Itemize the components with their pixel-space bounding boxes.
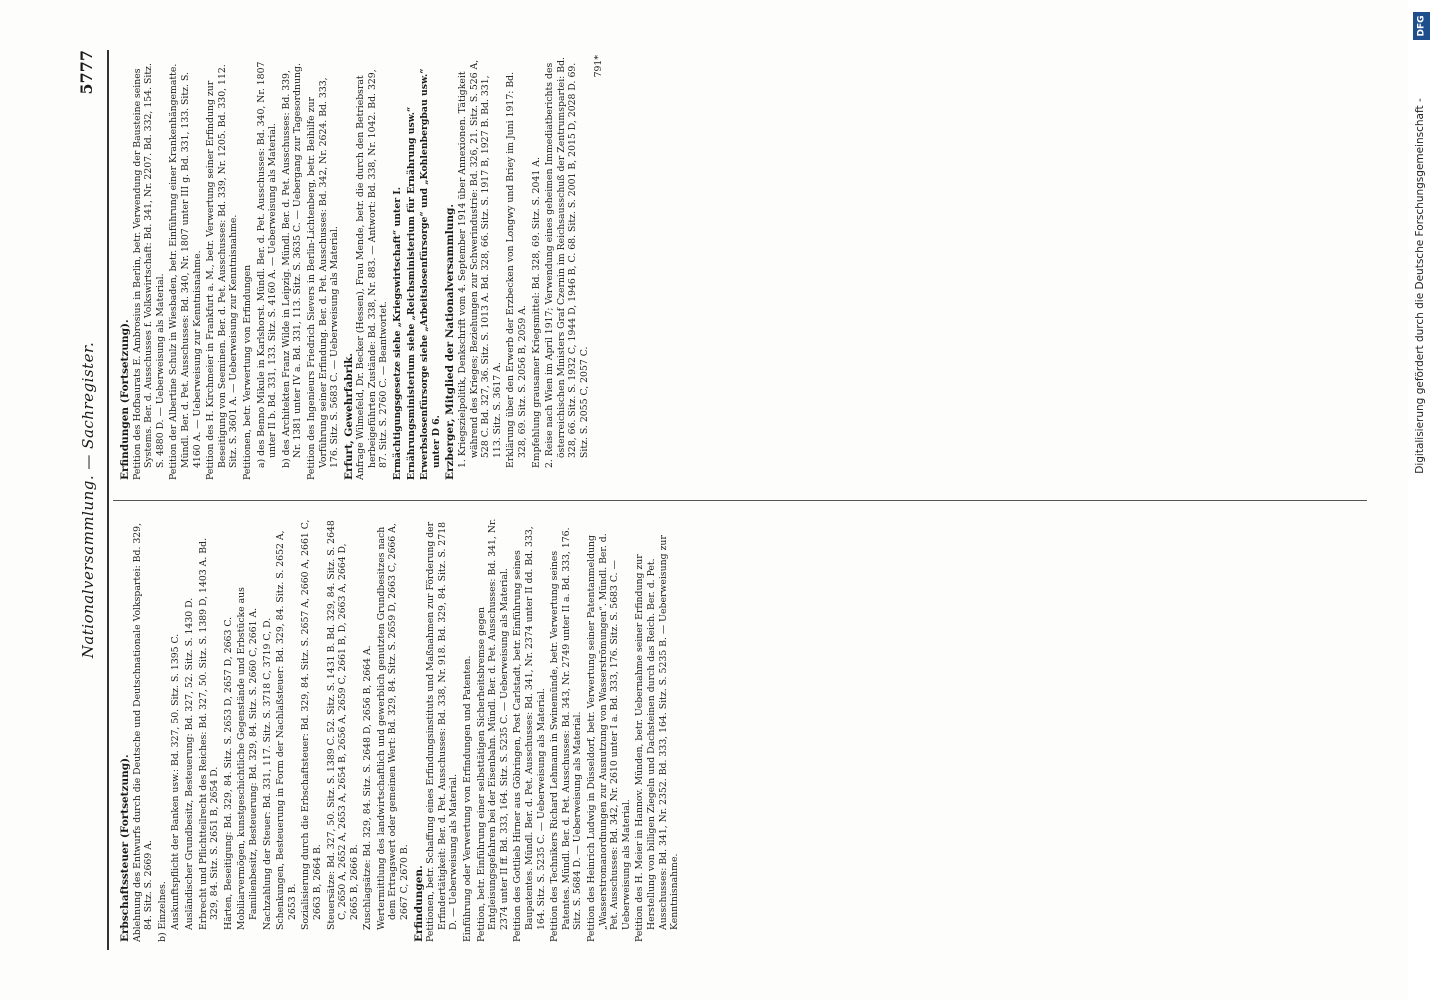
dfg-logo <box>1413 12 1430 40</box>
subsection-label: b) Einzelnes. <box>156 881 168 942</box>
index-entry: Empfehlung grausamer Kriegsmittel: Bd. 328, 69. Sitz. S. 2041 A. <box>530 157 542 468</box>
index-entry: Einführung oder Verwertung von Erfindungen und Patenten. <box>462 655 474 942</box>
column-divider <box>113 500 1367 501</box>
dfg-logo-text: DFG <box>1416 15 1427 37</box>
running-head <box>75 50 101 950</box>
running-head-title: Nationalversammlung. — Sachregister. <box>79 341 97 659</box>
digitization-note-text: Digitalisierung gefördert durch die Deutsche Forschungsgemeinschaft - <box>1414 98 1426 474</box>
index-entry: Petition der Albertine Schulz in Wiesbaden, betr. Einführung einer Krankenhängematte. Mündl. Ber. d. Pet. Ausschusses: Bd. 340, Nr. 1807 unter III g. Bd. 331, 133. Sitz. S. 4160 A. — Ueberweisung zur Kenntnisnahme. <box>168 63 203 480</box>
index-entry: Petitionen, betr. Schaffung eines Erfindungsinstituts und Maßnahmen zur Förderung der Erfindertätigkeit: Ber. d. Pet. Ausschusses: Bd. 338, Nr. 918. Bd. 329, 84. Sitz. S. 2718 D. — Ueberweisung als Material. <box>425 521 460 942</box>
digitization-sidebar <box>1408 0 1434 1000</box>
index-entry: Anfrage Wilmefeld, Dr. Becker (Hessen), Frau Mende, betr. die durch den Betriebsrat herbeigeführten Zustände: Bd. 338, Nr. 883. — Antwort: Bd. 338, Nr. 1042. Bd. 329, 87. Sitz. S. 2760 C. — Beantwortet. <box>355 69 390 480</box>
index-entry: Härten, Beseitigung: Bd. 329, 84. Sitz. S. 2653 D, 2657 D, 2663 C. <box>222 616 234 930</box>
index-entry: Schenkungen, Besteuerung in Form der Nachlaßsteuer: Bd. 329, 84. Sitz. S. 2652 A, 2653 B. <box>275 530 298 930</box>
index-entry: Petition des Gottlieb Hirner aus Göbringen, Post Carlstadt, betr. Einführung seines Baupatentes. Mündl. Ber. d. Pet. Ausschusses: Bd. 341, Nr. 2374 unter II dd. Bd. 333, 164. Sitz. S. 5235 C. — Ueberweisung als Material. <box>512 526 547 942</box>
index-entry: Ausländischer Grundbesitz, Besteuerung: Bd. 327, 52. Sitz. S. 1430 D. <box>183 597 195 930</box>
index-entry: Petition des Technikers Richard Lehmann in Swinemünde, betr. Verwertung seines Patentes. Mündl. Ber. d. Pet. Ausschusses: Bd. 343, Nr. 2749 unter II a. Bd. 333, 176. Sitz. S. 5684 D. — Ueberweisung als Material. <box>549 527 584 942</box>
section-heading: Erfurt, Gewehrfabrik. <box>342 352 355 480</box>
index-entry: Auskunftspflicht der Banken usw.: Bd. 327, 50. Sitz. S. 1395 C. <box>170 633 182 930</box>
index-entry: b) des Architekten Franz Wilde in Leipzig. Mündl. Ber. d. Pet. Ausschusses: Bd. 339, Nr. 1381 unter IV a. Bd. 331, 113. Sitz. S. 3635 C. — Uebergang zur Tagesordnung. <box>280 63 304 468</box>
index-entry: Steuersätze: Bd. 327, 50. Sitz. S. 1389 C. 52. Sitz. S. 1431 B. Bd. 329, 84. Sitz. S. 2648 C, 2650 A, 2652 A, 2653 A, 2654 B, 2656 A, 2659 C, 2661 B, D, 2663 A, 2664 D, 2665 B, 2666 B. <box>325 520 360 930</box>
index-entry: 1. Kriegszielpolitik, Denkschrift vom 4. September 1914 über Annexionen. Tätigkeit während des Krieges; Beziehungen zur Schwerindustrie: Bd. 326, 21. Sitz. S. 526 A, 528 C. Bd. 327, 36. Sitz. S. 1013 A. Bd. 328, 66. Sitz. S. 1917 B, 1927 B. Bd. 331, 113. Sitz. S. 3617 A. <box>457 59 503 468</box>
header-rule <box>107 50 109 950</box>
index-entry: Petition, betr. Einführung einer selbsttätigen Sicherheitsbremse gegen Entgleisungsgefahren bei der Eisenbahn. Mündl. Ber. d. Pet. Ausschusses: Bd. 341, Nr. 2374 unter II ff. Bd. 333, 164. Sitz. S. 5235 C. — Ueberweisung als Material. <box>475 518 510 942</box>
section-heading: Erbschaftssteuer (Fortsetzung). <box>119 754 131 942</box>
index-entry: Petition des Hofbaurats E. Ambrosius in Berlin, betr. Verwendung der Bausteine seines Systems. Ber. d. Ausschusses f. Volkswirtschaft: Bd. 341, Nr. 2207. Bd. 332, 154. Sitz. S. 4880 D. — Ueberweisung als Material. <box>131 63 166 480</box>
section-heading: Erzberger, Mitglied der Nationalversammlung. <box>444 204 457 480</box>
index-entry: Nachzahlung der Steuer: Bd. 331, 117. Sitz. S. 3718 C, 3719 C, D. <box>261 617 273 930</box>
page-number: 5777 <box>77 50 96 95</box>
index-entry: Petition des Heinrich Ludwig in Düsseldorf, betr. Verwertung seiner Patentanmeldung „Wasserstromanordnungen zur Ausnutzung von Wasserströmungen“. Mündl. Ber. d. Pet. Ausschusses: Bd. 342, Nr. 2610 unter I a. Bd. 333, 176. Sitz. S. 5683 C. — Ueberweisung als Material. <box>585 533 632 942</box>
section-heading: Erfindungen (Fortsetzung). <box>119 319 131 480</box>
index-entry: Petition des H. Kirchmeier in Frankfurt a. M., betr. Verwertung seiner Erfindung zur Beseitigung von Seeminen. Ber. d. Pet. Ausschusses: Bd. 339, Nr. 1205. Bd. 330, 112. Sitz. S. 3601 A. — Ueberweisung zur Kenntnisnahme. <box>205 64 240 480</box>
index-entry: 2. Reise nach Wien im April 1917; Verwendung eines geheimen Immediatberichts des österreichischen Ministers Graf Czernin im Reichsausschuß der Zentrumspartei: Bd. 328, 66. Sitz. S. 1932 C, 1944 D, 1946 B, C. 68. Sitz. S. 2001 B, 2015 D, 2028 D. 69. Sitz. S. 2055 C, 2057 C. <box>544 57 590 468</box>
right-column <box>117 55 606 480</box>
cross-reference: Erwerbslosenfürsorge siehe „Arbeitslosenfürsorge“ und „Kohlenbergbau usw.“ unter D 6. <box>419 68 442 480</box>
cross-reference: Ernährungsministerium siehe „Reichsministerium für Ernährung usw.“ <box>405 106 417 480</box>
index-entry: Erbrecht und Pflichtteilrecht des Reiches: Bd. 327, 50. Sitz. S. 1389 D, 1403 A. Bd. 329, 84. Sitz. S. 2651 B, 2654 D. <box>197 537 221 930</box>
index-entry: Wertermittlung des landwirtschaftlich und gewerblich genutzten Grundbesitzes nach dem Ertragswert oder gemeinen Wert: Bd. 329, 84. Sitz. S. 2659 D, 2663 C, 2666 A, 2667 C, 2670 B. <box>375 523 411 930</box>
index-entry: Zuschlagsätze: Bd. 329, 84. Sitz. S. 2648 D, 2656 B, 2664 A. <box>362 645 374 930</box>
left-column <box>117 517 683 942</box>
section-heading: Erfindungen. <box>412 865 425 942</box>
index-entry: Petition des H. Meier in Hannov. Münden, betr. Uebernahme seiner Erfindung zur Herstellung von billigen Ziegeln und Dachsteinen durch das Reich. Ber. d. Pet. Ausschusses: Bd. 341, Nr. 2352. Bd. 333, 164. Sitz. S. 5235 B. — Ueberweisung zur Kenntnisnahme. <box>634 535 681 942</box>
index-entry: Mobiliarvermögen, kunstgeschichtliche Gegenstände und Erbstücke aus Familienbesitz, Besteuerung: Bd. 329, 84. Sitz. S. 2660 C, 2661 A. <box>236 587 259 930</box>
cross-reference: Ermächtigungsgesetze siehe „Kriegswirtschaft“ unter I. <box>392 187 404 480</box>
signature-mark: 791* <box>592 55 604 78</box>
index-entry: Sozialisierung durch die Erbschaftsteuer: Bd. 329, 84. Sitz. S. 2657 A, 2660 A, 2661 C, 2663 B, 2664 B. <box>300 519 323 930</box>
index-entry: Ablehnung des Entwurfs durch die Deutsche und Deutschnationale Volkspartei: Bd. 329, 84. Sitz. S. 2669 A. <box>131 522 155 942</box>
index-entry: Erklärung über den Erwerb der Erzbecken von Longwy und Briey im Juni 1917: Bd. 328, 69. Sitz. S. 2056 B, 2059 A. <box>505 71 528 468</box>
rotated-register-page <box>67 30 1387 970</box>
index-entry: Petitionen, betr. Verwertung von Erfindungen <box>241 264 253 480</box>
index-entry: Petition des Ingenieurs Friedrich Sievers in Berlin-Lichtenberg, betr. Beihilfe zur Vorführung seiner Erfindung. Ber. d. Pet. Ausschusses: Bd. 342, Nr. 2624. Bd. 333, 176. Sitz. S. 5683 C. — Ueberweisung als Material. <box>305 77 341 480</box>
index-entry: a) des Benno Mikule in Karlshorst. Mündl. Ber. d. Pet. Ausschusses: Bd. 340, Nr. 1807 unter II b. Bd. 331, 133. Sitz. S. 4160 A. — Ueberweisung als Material. <box>255 61 279 468</box>
